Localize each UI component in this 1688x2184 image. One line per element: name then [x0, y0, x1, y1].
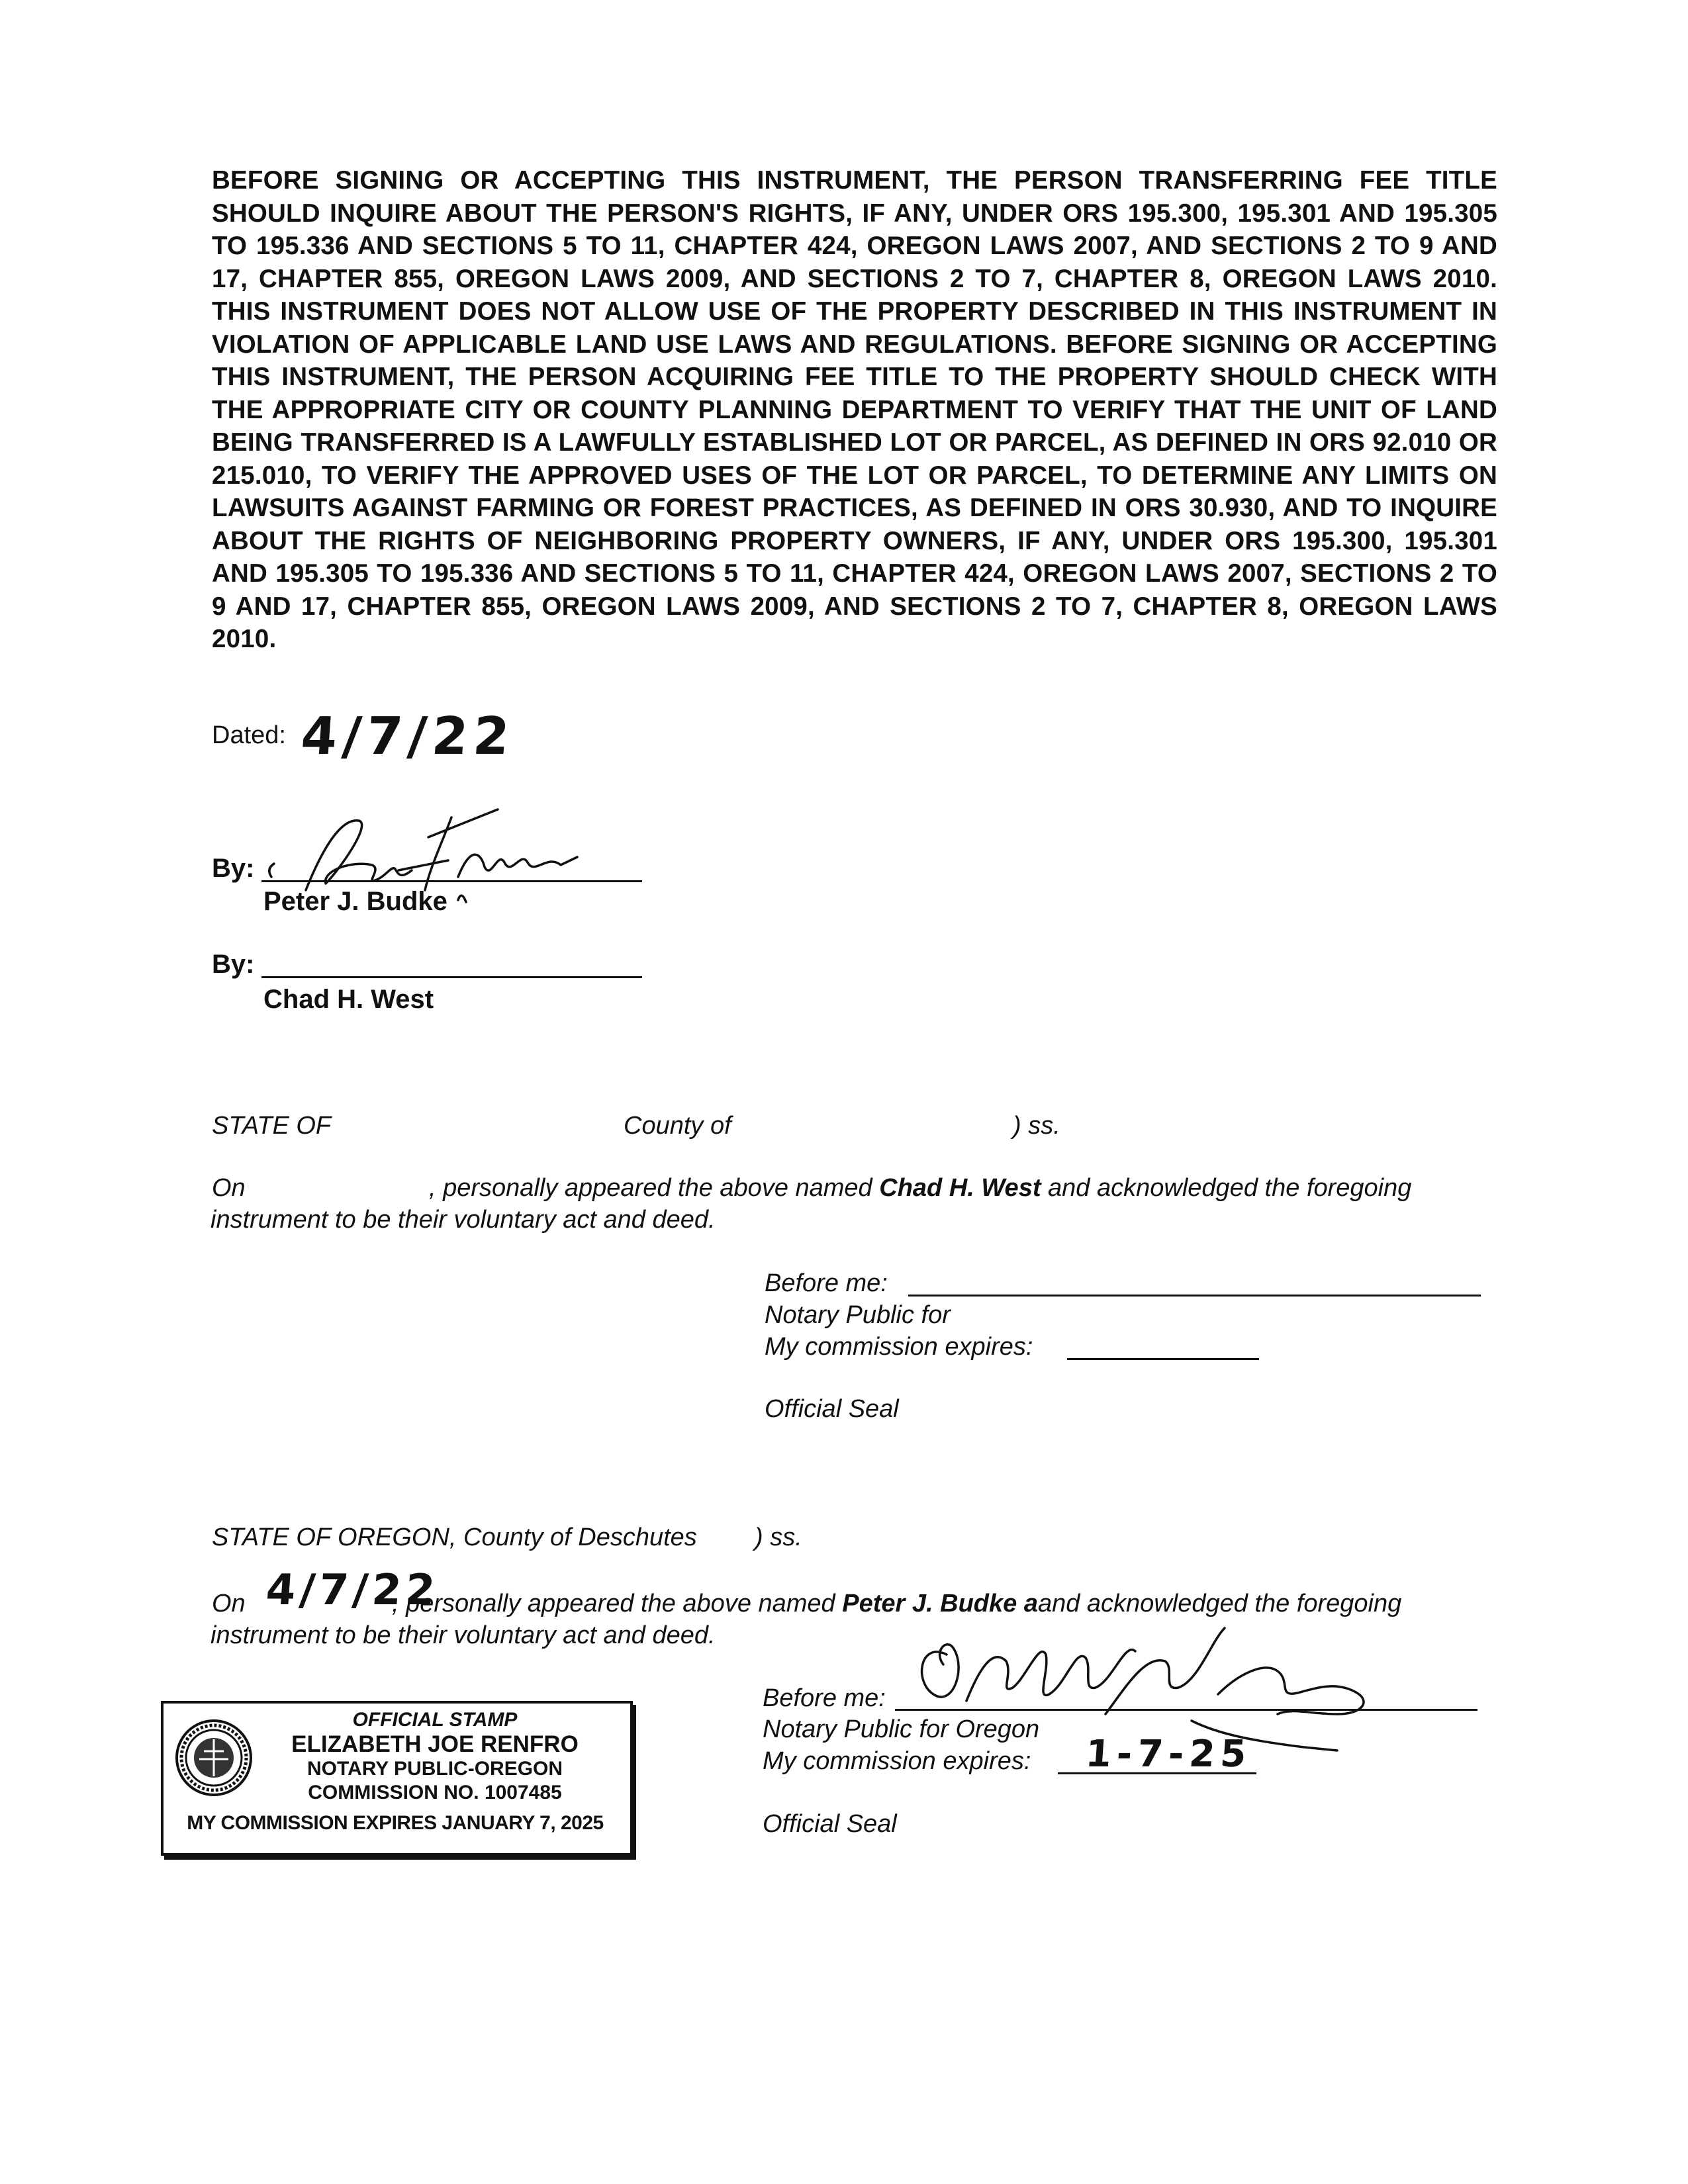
ack1-name: Chad H. West: [879, 1174, 1041, 1202]
dated-label: Dated:: [212, 721, 286, 749]
ack1-expires: My commission expires:: [765, 1333, 1033, 1361]
ack1-expires-line: [1067, 1358, 1259, 1360]
disclaimer-paragraph: BEFORE SIGNING OR ACCEPTING THIS INSTRUMENT, THE PERSON TRANSFERRING FEE TITLE SHOULD INQUIRE ABOUT THE PERSON'S RIGHTS, IF ANY, UNDER ORS 195.300, 195.301 AND 195.305 TO 195.336 AND SECTIONS 5 TO 11, CHAPTER 424, OREGON LAWS 2007, AND SECTIONS 2 TO 9 AND 17, CHAPTER 855, OREGON LAWS 2009, AND SECTIONS 2 TO 7, CHAPTER 8, OREGON LAWS 2010. THIS INSTRUMENT DOES NOT ALLOW USE OF THE PROPERTY DESCRIBED IN THIS INSTRUMENT IN VIOLATION OF APPLICABLE LAND USE LAWS AND REGULATIONS. BEFORE SIGNING OR ACCEPTING THIS INSTRUMENT, THE PERSON ACQUIRING FEE TITLE TO THE PROPERTY SHOULD CHECK WITH THE APPROPRIATE CITY OR COUNTY PLANNING DEPARTMENT TO VERIFY THAT THE UNIT OF LAND BEING TRANSFERRED IS A LAWFULLY ESTABLISHED LOT OR PARCEL, AS DEFINED IN ORS 92.010 OR 215.010, TO VERIFY THE APPROVED USES OF THE LOT OR PARCEL, TO DETERMINE ANY LIMITS ON LAWSUITS AGAINST FARMING OR FOREST PRACTICES, AS DEFINED IN ORS 30.930, AND TO INQUIRE ABOUT THE RIGHTS OF NEIGHBORING PROPERTY OWNERS, IF ANY, UNDER ORS 195.300, 195.301 AND 195.305 TO 195.336 AND SECTIONS 5 TO 11, CHAPTER 424, OREGON LAWS 2007, SECTIONS 2 TO 9 AND 17, CHAPTER 855, OREGON LAWS 2009, AND SECTIONS 2 TO 7, CHAPTER 8, OREGON LAWS 2010.: [212, 166, 1497, 653]
ack1-county: County of: [624, 1112, 731, 1140]
ack2-name: Peter J. Budke a: [842, 1590, 1038, 1617]
ack2-text-a: , personally appeared the above named: [392, 1590, 843, 1617]
ack1-text-b: and acknowledged the foregoing: [1041, 1174, 1412, 1202]
ack2-ss: ) ss.: [755, 1524, 802, 1551]
ack2-before-me: Before me:: [763, 1684, 886, 1712]
ack2-official-seal: Official Seal: [763, 1810, 897, 1838]
ack2-date: 4/7/22: [264, 1566, 441, 1615]
ack1-official-seal: Official Seal: [765, 1395, 899, 1423]
notary-stamp: [161, 1701, 633, 1856]
by-label-1: By:: [212, 854, 255, 883]
ack2-on: On: [212, 1590, 246, 1617]
ack2-notary-for: Notary Public for Oregon: [763, 1715, 1040, 1743]
ack2-expires: My commission expires:: [763, 1747, 1031, 1775]
by-label-2: By:: [212, 950, 255, 979]
ack1-notary-for: Notary Public for: [765, 1301, 951, 1329]
signer-name-2: Chad H. West: [263, 985, 434, 1014]
ack1-text-a: , personally appeared the above named: [429, 1174, 880, 1202]
stamp-line-5: MY COMMISSION EXPIRES JANUARY 7, 2025: [187, 1812, 604, 1834]
ack1-before-me: Before me:: [765, 1269, 888, 1297]
ack1-on: On: [212, 1174, 246, 1202]
ack2-text-b: and acknowledged the foregoing: [1037, 1590, 1402, 1617]
ack2-text-c: instrument to be their voluntary act and deed.: [211, 1621, 716, 1649]
stamp-line-1: OFFICIAL STAMP: [352, 1709, 518, 1731]
stamp-line-2: ELIZABETH JOE RENFRO: [291, 1731, 579, 1757]
ack1-ss: ) ss.: [1013, 1112, 1060, 1140]
ack2-line1: [392, 1590, 1401, 1618]
signer-name-1: Peter J. Budke: [263, 887, 447, 916]
ack1-state: STATE OF: [212, 1112, 332, 1140]
ack1-before-me-line: [908, 1295, 1481, 1297]
signature-line-2: [261, 976, 642, 978]
stamp-line-4: COMMISSION NO. 1007485: [308, 1782, 562, 1803]
ack2-expires-value: 1-7-25: [1084, 1733, 1253, 1776]
signature-notary: [907, 1615, 1397, 1774]
ack1-text-c: instrument to be their voluntary act and deed.: [211, 1206, 716, 1234]
ack2-state-county: STATE OF OREGON, County of Deschutes: [212, 1524, 697, 1551]
ack1-line1: [429, 1174, 1411, 1203]
dated-value: 4/7/22: [299, 707, 517, 766]
oregon-seal-icon: [174, 1718, 254, 1797]
stamp-line-3: NOTARY PUBLIC-OREGON: [306, 1758, 563, 1780]
